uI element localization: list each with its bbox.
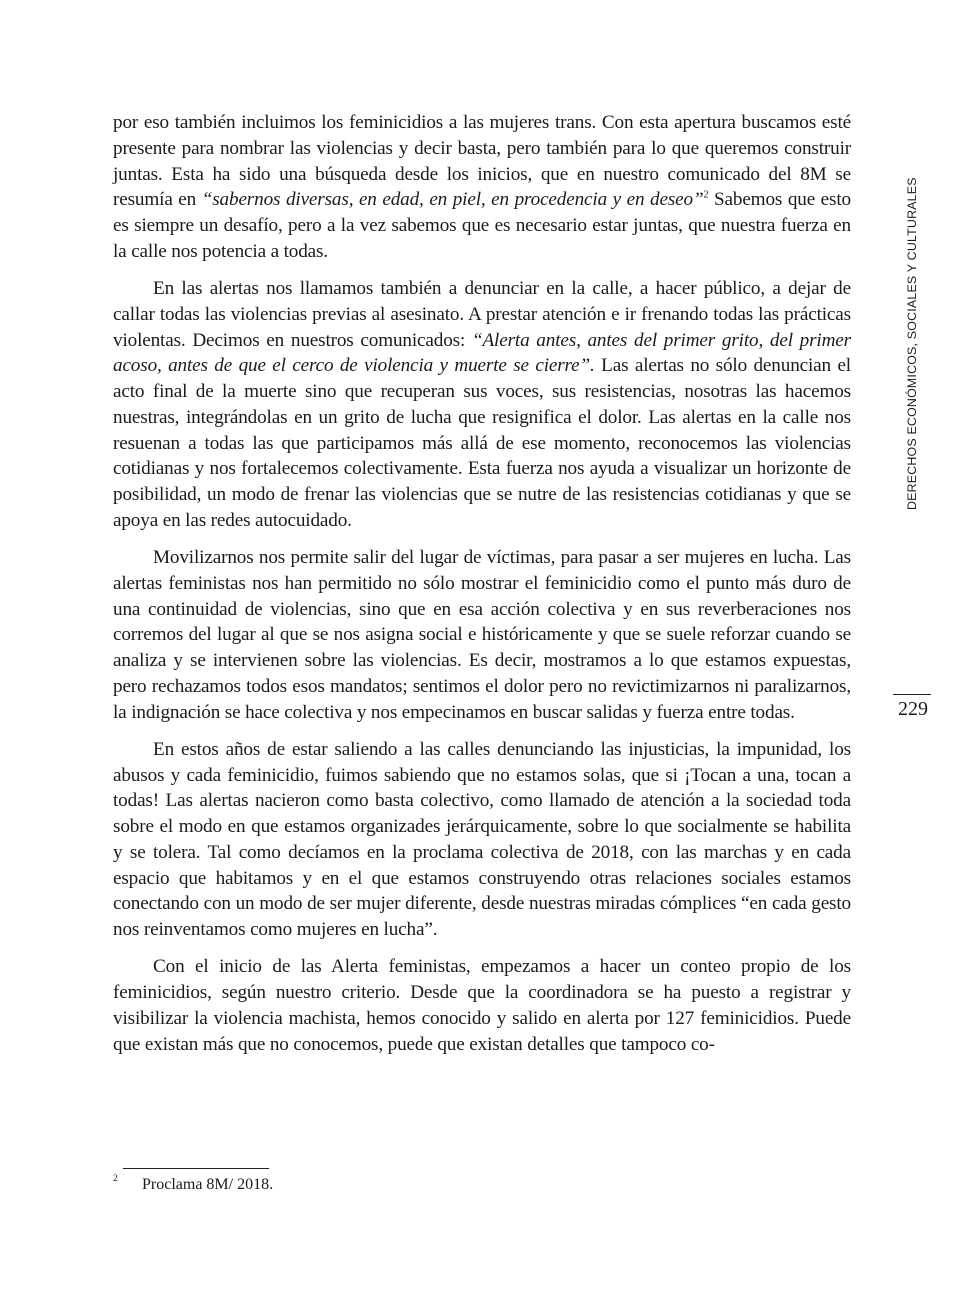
paragraph-2-text-b: Las alertas no sólo denuncian el acto final de la muerte sino que recuperan sus voces, sus resistencias, nosotras las hacemos nuestras, integrándolas en un grito de lucha que resignifica el dolor. Las alertas en la calle nos resuenan a todas las que participamos más allá de ese momento, reconocemos las violencias cotidianas y nos fortalecemos colectivamente. Esta fuerza nos ayuda a visualizar un horizonte de posibilidad, un modo de frenar las violencias que se nutre de las resistencias cotidianas y que se apoya en las redes autocuidado.: [113, 355, 851, 531]
paragraph-1-text-a: por eso también incluimos los feminicidios a las mujeres trans. Con esta apertura buscamos esté presente para nombrar las violencias y decir basta, pero también para lo que queremos construir juntas. Esta ha sido una búsqueda desde los inicios, que en nuestro comunicado del 8M se resumía en: [113, 112, 851, 211]
paragraph-1: [113, 110, 851, 265]
footnote-divider: [123, 1168, 269, 1169]
section-side-label: DERECHOS ECONÓMICOS, SOCIALES Y CULTURALES: [905, 177, 919, 510]
paragraph-4: En estos años de estar saliendo a las calles denunciando las injusticias, la impunidad, los abusos y cada feminicidio, fuimos sabiendo que no estamos solas, que si ¡Tocan a una, tocan a todas! Las alertas nacieron como basta colectivo, como llamado de atención a la sociedad toda sobre el modo en que estamos organizades jerárquicamente, sobre lo que socialmente se habilita y se tolera. Tal como decíamos en la proclama colectiva de 2018, con las marchas y en cada espacio que habitamos y en el que estamos construyendo otras relaciones sociales estamos conectando con un modo de ser mujer diferente, desde nuestras miradas cómplices “en cada gesto nos reinventamos como mujeres en lucha”.: [113, 738, 851, 940]
paragraph-3: Movilizarnos nos permite salir del lugar de víctimas, para pasar a ser mujeres en lucha. Las alertas feministas nos han permitido no sólo mostrar el feminicidio como el punto más duro de una continuidad de violencias, sino que en esa acción colectiva y en sus reverberaciones nos corremos del lugar al que se nos asigna social e históricamente y que se suele reforzar cuando se analiza y se intervienen sobre las violencias. Es decir, mostramos a lo que estamos expuestas, pero rechazamos todos esos mandatos; sentimos el dolor pero no revictimizarnos ni paralizarnos, la indignación se hace colectiva y nos empecinamos en buscar salidas y fuerza entre todas.: [113, 547, 851, 723]
paragraph-1-quote: “sabernos diversas, en edad, en piel, en procedencia y en deseo”: [201, 189, 704, 211]
paragraph-1-text-b: Sabemos que esto es siempre un desafío, pero a la vez sabemos que es necesario estar juntas, que nuestra fuerza en la calle nos potencia a todas.: [113, 189, 851, 262]
paragraph-2: [113, 276, 851, 534]
paragraph-2-quote: “Alerta antes, antes del primer grito, del primer acoso, antes de que el cerco de violencia y muerte se cierre”.: [113, 329, 851, 377]
paragraph-5: Con el inicio de las Alerta feministas, empezamos a hacer un conteo propio de los feminicidios, según nuestro criterio. Desde que la coordinadora se ha puesto a registrar y visibilizar la violencia machista, hemos conocido y salido en alerta por 127 feminicidios. Puede que existan más que no conocemos, puede que existan detalles que tampoco co-: [113, 956, 851, 1055]
page-number-rule: [893, 694, 931, 695]
body-text: [113, 110, 851, 1069]
footnote-text: Proclama 8M/ 2018.: [142, 1176, 274, 1193]
page-number: 229: [898, 698, 928, 720]
footnote-mark: 2: [113, 1174, 118, 1184]
footnote-reference[interactable]: 2: [703, 189, 709, 201]
paragraph-2-text-a: En las alertas nos llamamos también a denunciar en la calle, a hacer público, a dejar de callar todas las violencias previas al asesinato. A prestar atención e ir frenando todas las prácticas violentas. Decimos en nuestros comunicados:: [113, 278, 851, 351]
